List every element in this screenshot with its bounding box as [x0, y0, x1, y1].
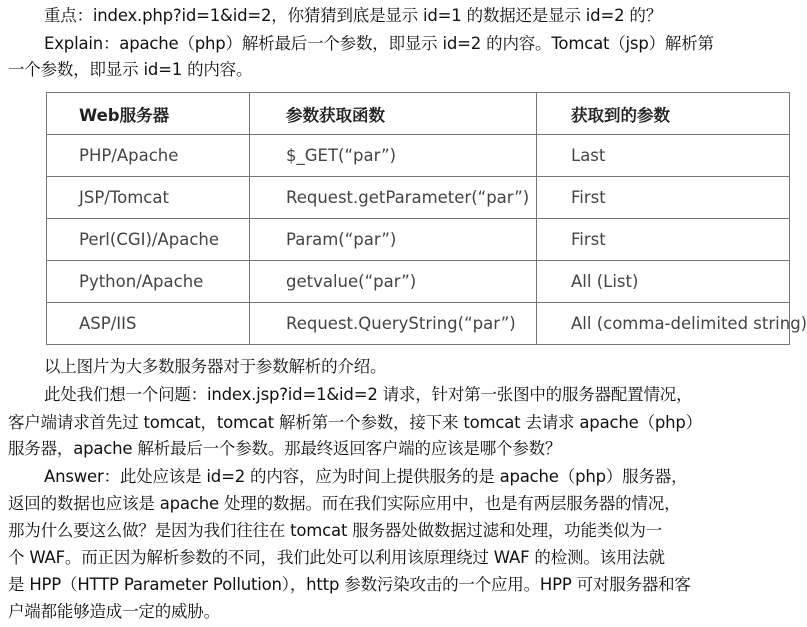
server-parameter-table — [46, 92, 807, 338]
table-cell: Param(“par”) — [250, 219, 537, 261]
paragraph-answer-line-1: Answer：此处应该是 id=2 的内容，应为时间上提供服务的是 apache（php）服务器， — [44, 467, 688, 486]
paragraph-answer-line-3: 那为什么要这么做？是因为我们往往在 tomcat 服务器处做数据过滤和处理，功能类似为一 — [8, 521, 662, 540]
table-cell: Perl(CGI)/Apache — [47, 219, 250, 261]
table-row — [47, 135, 790, 177]
table-header-row — [47, 93, 790, 135]
table-header-cell: 参数获取函数 — [250, 93, 537, 135]
table-cell: First — [537, 177, 790, 219]
paragraph-answer-line-5: 是 HPP（HTTP Parameter Pollution），http 参数污染攻击的一个应用。HPP 可对服务器和客 — [8, 575, 691, 594]
paragraph-question-line-3: 服务器，apache 解析最后一个参数。那最终返回客户端的应该是哪个参数？ — [8, 439, 562, 458]
table-cell: Request.getParameter(“par”) — [250, 177, 537, 219]
table-header-cell: Web服务器 — [47, 93, 250, 135]
paragraph-explain-line-2: 一个参数，即显示 id=1 的内容。 — [8, 60, 253, 79]
table-cell: Request.QueryString(“par”) — [250, 303, 537, 345]
table-cell: getvalue(“par”) — [250, 261, 537, 303]
table-row — [47, 303, 790, 345]
table-header-cell: 获取到的参数 — [537, 93, 790, 135]
paragraph-question-line-2: 客户端请求首先过 tomcat，tomcat 解析第一个参数，接下来 tomcat 去请求 apache（php） — [8, 413, 702, 432]
table-row — [47, 261, 790, 303]
table-cell: PHP/Apache — [47, 135, 250, 177]
table-cell: Python/Apache — [47, 261, 250, 303]
paragraph-intro: 以上图片为大多数服务器对于参数解析的介绍。 — [44, 357, 387, 376]
table-row — [47, 219, 790, 261]
table-cell: ASP/IIS — [47, 303, 250, 345]
paragraph-answer-line-2: 返回的数据也应该是 apache 处理的数据。而在我们实际应用中，也是有两层服务器的情况， — [8, 494, 681, 513]
paragraph-explain-line-1: Explain：apache（php）解析最后一个参数，即显示 id=2 的内容。Tomcat（jsp）解析第 — [44, 34, 714, 53]
table-cell: $_GET(“par”) — [250, 135, 537, 177]
table-cell: First — [537, 219, 790, 261]
paragraph-answer-line-6: 户端都能够造成一定的威胁。 — [8, 602, 220, 621]
table-row — [47, 177, 790, 219]
table-cell: JSP/Tomcat — [47, 177, 250, 219]
table-cell: All (List) — [537, 261, 790, 303]
paragraph-answer-line-4: 个 WAF。而正因为解析参数的不同，我们此处可以利用该原理绕过 WAF 的检测。该用法就 — [8, 548, 665, 567]
paragraph-key-point: 重点：index.php?id=1&id=2，你猜猜到底是显示 id=1 的数据还是显示 id=2 的？ — [44, 6, 663, 25]
table-cell: Last — [537, 135, 790, 177]
table-cell: All (comma-delimited string) — [537, 303, 790, 345]
paragraph-question-line-1: 此处我们想一个问题：index.jsp?id=1&id=2 请求，针对第一张图中的服务器配置情况， — [44, 385, 693, 404]
